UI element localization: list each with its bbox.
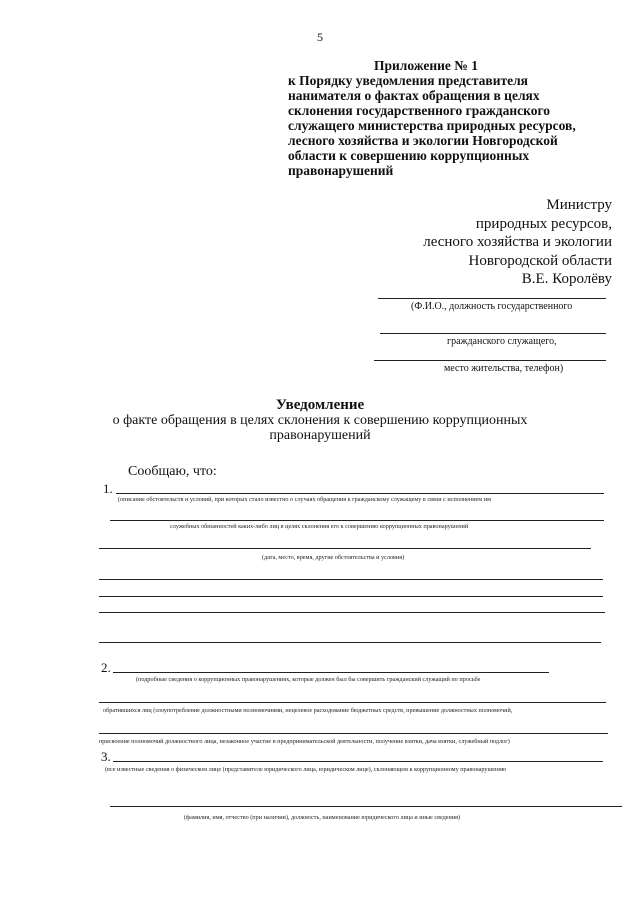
notice-heading: [0, 397, 640, 443]
addressee-line: лесного хозяйства и экологии: [423, 234, 612, 250]
address-caption: место жительства, телефон): [444, 363, 564, 374]
item-1-field-line[interactable]: [99, 548, 591, 549]
item-2-hint: (подробные сведения о коррупционных правонарушениях, которые должен был бы совершить гражданский служащий по просьбе: [136, 676, 481, 683]
fio-caption: (Ф.И.О., должность государственного: [411, 301, 573, 312]
item-1-field-line[interactable]: [99, 579, 603, 580]
item-3-hint: (все известные сведения о физическом лице (представителе юридического лица, юридическом лице), склоняющем к коррупционному правонарушению: [105, 766, 507, 773]
appendix-header: [288, 58, 628, 178]
addressee-line: Министру: [546, 197, 612, 213]
item-3-field-line[interactable]: [113, 761, 603, 762]
addressee-block: [423, 196, 612, 289]
item-1-field-line[interactable]: [110, 520, 604, 521]
item-2-field-line[interactable]: [113, 672, 549, 673]
appendix-line: нанимателя о фактах обращения в целях: [288, 88, 540, 103]
page-number: 5: [317, 30, 323, 44]
appendix-line: склонения государственного гражданского: [288, 103, 550, 118]
item-1-hint: (описание обстоятельств и условий, при которых стало известно о случаях обращения к гражданскому служащему в связи с исполнением им: [118, 496, 491, 503]
item-number: 2.: [101, 660, 111, 675]
item-2-hint: присвоение полномочий должностного лица, незаконное участие в предпринимательской деятельности, получение взятки, дача взятки, служебный подлог): [99, 738, 510, 745]
item-1-field-line[interactable]: [116, 493, 604, 494]
addressee-line: Новгородской области: [468, 252, 612, 269]
item-2-field-line[interactable]: [99, 733, 608, 734]
address-field-line[interactable]: [374, 360, 606, 361]
addressee-line: природных ресурсов,: [475, 215, 612, 232]
item-1-hint: служебных обязанностей каких-либо лиц в целях склонения его к совершению коррупционных правонарушений: [170, 523, 469, 530]
item-1-hint: (дата, место, время, другие обстоятельства и условия): [262, 554, 405, 561]
notice-subtitle: правонарушений: [269, 428, 371, 443]
appendix-line: служащего министерства природных ресурсов,: [288, 118, 576, 133]
item-1-field-line[interactable]: [99, 642, 601, 643]
appendix-line: правонарушений: [288, 163, 394, 178]
notice-title: Уведомление: [275, 397, 365, 413]
notice-subtitle: о факте обращения в целях склонения к совершению коррупционных: [112, 413, 528, 428]
intro-text: Сообщаю, что:: [128, 464, 217, 479]
appendix-line: области к совершению коррупционных: [288, 148, 530, 163]
appendix-line: к Порядку уведомления представителя: [288, 73, 528, 88]
appendix-line: лесного хозяйства и экологии Новгородской: [288, 133, 558, 148]
fio-field-line[interactable]: [378, 298, 606, 299]
item-1-field-line[interactable]: [99, 612, 605, 613]
servant-field-line[interactable]: [380, 333, 606, 334]
item-3-field-line[interactable]: [110, 806, 622, 807]
addressee-line: В.Е. Королёву: [521, 271, 612, 287]
item-2-hint: обратившихся лиц (злоупотребление должностными полномочиями, нецелевое расходование бюджетных средств, превышение должностных полномочий,: [103, 707, 513, 714]
item-number: 1.: [103, 481, 113, 496]
item-3-hint: (фамилия, имя, отчество (при наличии), должность, наименование юридического лица и иные сведения): [184, 814, 461, 821]
item-2-field-line[interactable]: [99, 702, 606, 703]
item-number: 3.: [101, 749, 111, 764]
item-1-field-line[interactable]: [99, 596, 603, 597]
appendix-title: Приложение № 1: [374, 58, 478, 73]
servant-caption: гражданского служащего,: [447, 336, 557, 347]
